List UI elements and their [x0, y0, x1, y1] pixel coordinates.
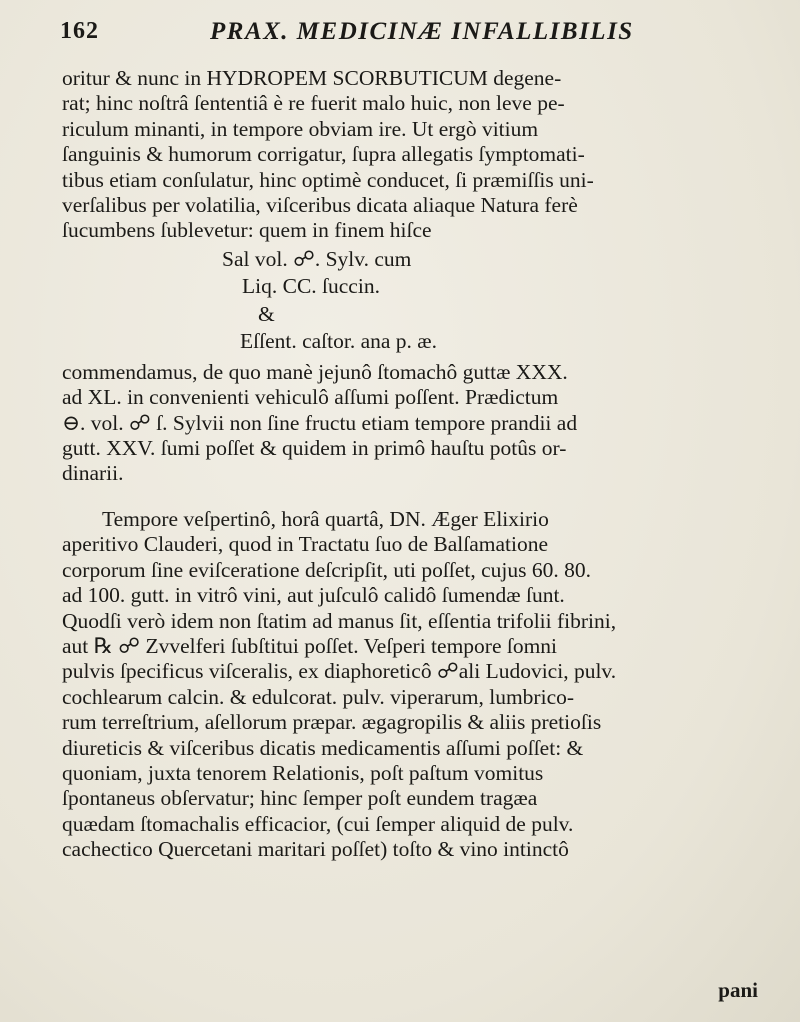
paragraph-gap: [62, 487, 758, 507]
text-line: Tempore veſpertinô, horâ quartâ, DN. Æger Elixirio: [102, 506, 549, 531]
text-line: aut ℞ ☍ Zvvelferi ſubſtitui poſſet. Veſperi tempore ſomni: [62, 633, 558, 658]
text-line: pulvis ſpecificus viſceralis, ex diaphoreticô ☍ali Ludovici, pulv.: [62, 659, 617, 684]
text-body: [62, 66, 758, 863]
text-line: ad 100. gutt. in vitrô vini, aut juſculô calidô ſumendæ ſunt.: [62, 583, 565, 608]
paragraph-3: [62, 507, 758, 863]
recipe-line: &: [258, 301, 275, 326]
text-line: commendamus, de quo manè jejunô ſtomachô guttæ XXX.: [62, 359, 568, 384]
text-line: rum terreſtrium, aſellorum præpar. ægagropilis & aliis pretioſis: [62, 710, 602, 735]
text-line: ad XL. in convenienti vehiculô aſſumi poſſent. Prædictum: [62, 385, 559, 410]
text-line: rat; hinc noſtrâ ſententiâ è re fuerit malo huic, non leve pe-: [62, 91, 565, 116]
text-line: Quodſi verò idem non ſtatim ad manus ſit, eſſentia trifolii fibrini,: [62, 608, 617, 633]
recipe-line: Eſſent. caſtor. ana p. æ.: [240, 329, 438, 354]
paragraph-2: [62, 360, 758, 487]
text-line: tibus etiam conſulatur, hinc optimè conducet, ſi præmiſſis uni-: [62, 167, 594, 192]
text-line: verſalibus per volatilia, viſceribus dicata aliaque Natura ferè: [62, 193, 578, 218]
text-line: aperitivo Clauderi, quod in Tractatu ſuo de Balſamatione: [62, 532, 549, 557]
recipe-line: Sal vol. ☍. Sylv. cum: [222, 246, 412, 271]
running-head: PRAX. MEDICINÆ INFALLIBILIS: [210, 18, 634, 45]
paragraph-1: [62, 66, 758, 244]
text-line: diureticis & viſceribus dicatis medicamentis aſſumi poſſet: &: [62, 735, 584, 760]
text-line: ⊖. vol. ☍ ſ. Sylvii non ſine fructu etiam tempore prandii ad: [62, 410, 578, 435]
page-number: 162: [60, 18, 99, 44]
text-line: ſpontaneus obſervatur; hinc ſemper poſt eundem tragæa: [62, 786, 538, 811]
text-line: quædam ſtomachalis efficacior, (cui ſemper aliquid de pulv.: [62, 811, 574, 836]
page-header: [60, 18, 760, 58]
text-line: quoniam, juxta tenorem Relationis, poſt paſtum vomitus: [62, 760, 544, 785]
text-line: riculum minanti, in tempore obviam ire. Ut ergò vitium: [62, 116, 539, 141]
text-line: oritur & nunc in HYDROPEM SCORBUTICUM degene-: [62, 66, 562, 90]
catchword: pani: [718, 978, 758, 1002]
text-line: gutt. XXV. ſumi poſſet & quidem in primô hauſtu potûs or-: [62, 436, 567, 461]
text-line: dinarii.: [62, 461, 124, 486]
recipe-line: Liq. CC. ſuccin.: [242, 274, 380, 299]
text-line: ſanguinis & humorum corrigatur, ſupra allegatis ſymptomati-: [62, 142, 585, 167]
text-line: corporum ſine eviſceratione deſcripſit, uti poſſet, cujus 60. 80.: [62, 557, 591, 582]
recipe-block: [62, 246, 758, 356]
text-line: cochlearum calcin. & edulcorat. pulv. viperarum, lumbrico-: [62, 684, 575, 709]
text-line: ſucumbens ſublevetur: quem in finem hiſce: [62, 218, 432, 243]
text-line: cachectico Quercetani maritari poſſet) toſto & vino intinctô: [62, 837, 569, 862]
